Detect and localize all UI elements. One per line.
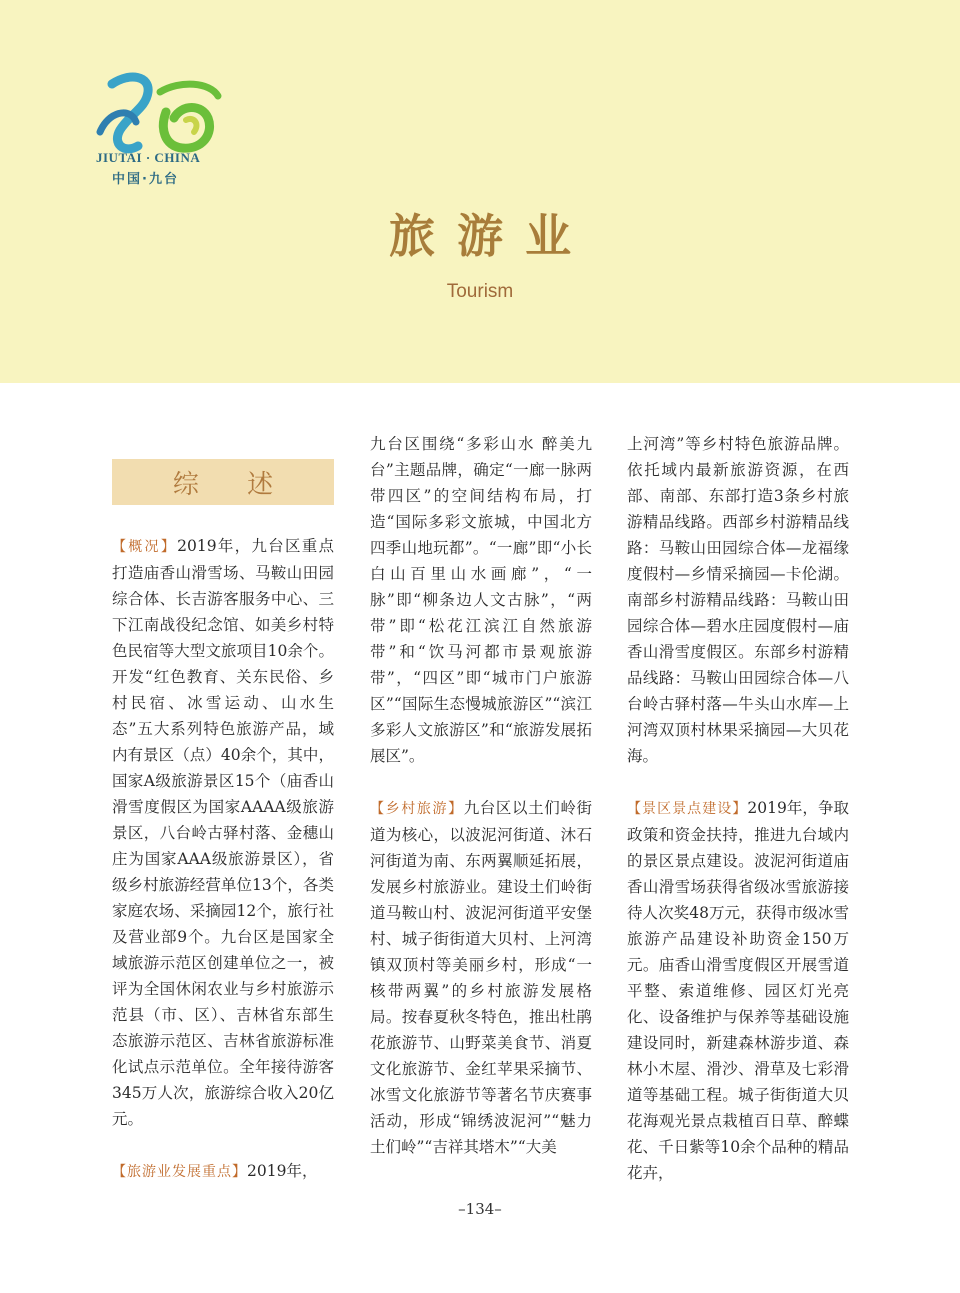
paragraph-development-focus (112, 1158, 334, 1185)
text-column-2 (370, 431, 592, 1160)
section-heading-box (112, 459, 334, 505)
paragraph-rural-tourism-cont: 上河湾”等乡村特色旅游品牌。依托域内最新旅游资源，在西部、南部、东部打造3条乡村旅游精品线路。西部乡村游精品线路：马鞍山田园综合体—龙福缘度假村—乡情采摘园—卡伦湖。南部乡村游精品线路：马鞍山田园综合体—碧水庄园度假村—庙香山滑雪度假区。东部乡村游精品线路：马鞍山田园综合体—八台岭古驿村落—牛头山水库—上河湾双顶村林果采摘园—大贝花海。 (627, 435, 849, 765)
paragraph-overview (112, 533, 334, 1132)
logo-chinese-text: 中国·九台 (112, 172, 179, 187)
logo-english-text: JIUTAI · CHINA (96, 150, 201, 165)
page-number: –134– (458, 1200, 502, 1218)
paragraph-text: 九台区以土们岭街道为核心，以波泥河街道、沐石河街道为南、东两翼顺延拓展，发展乡村旅游业。建设土们岭街道马鞍山村、波泥河街道平安堡村、城子街街道大贝村、上河湾镇双顶村等美丽乡村，形成“一核带两翼”的乡村旅游发展格局。按春夏秋冬特色，推出杜鹃花旅游节、山野菜美食节、消夏文化旅游节、金红苹果采摘节、冰雪文化旅游节等著名节庆赛事活动，形成“锦绣波泥河”“魅力土们岭”“吉祥其塔木”“大美 (370, 799, 592, 1156)
paragraph-tag-development-focus: 【旅游业发展重点】 (112, 1164, 247, 1180)
paragraph-rural-tourism (370, 795, 592, 1160)
text-column-1 (112, 533, 334, 1185)
page-subtitle: Tourism (446, 281, 514, 302)
paragraph-tag-scenic-construction: 【景区景点建设】 (627, 801, 748, 817)
section-heading: 综 述 (172, 469, 294, 500)
paragraph-text: 2019年， (247, 1162, 318, 1180)
paragraph-tag-rural-tourism: 【乡村旅游】 (370, 801, 464, 817)
paragraph-text: 2019年，九台区重点打造庙香山滑雪场、马鞍山田园综合体、长吉游客服务中心、三下江南战役纪念馆、如美乡村特色民宿等大型文旅项目10余个。开发“红色教育、关东民俗、乡村民宿、冰雪运动、山水生态”五大系列特色旅游产品，域内有景区（点）40余个，其中，国家A级旅游景区15个（庙香山滑雪度假区为国家AAAA级旅游景区，八台岭古驿村落、金穗山庄为国家AAA级旅游景区），省级乡村旅游经营单位13个，各类家庭农场、采摘园12个，旅行社及营业部9个。九台区是国家全域旅游示范区创建单位之一，被评为全国休闲农业与乡村旅游示范县（市、区）、吉林省东部生态旅游示范区、吉林省旅游标准化试点示范单位。全年接待游客345万人次，旅游综合收入20亿元。 (112, 537, 334, 1128)
header-banner (0, 0, 960, 383)
paragraph-development-focus-cont: 九台区围绕“多彩山水 醉美九台”主题品牌，确定“一廊一脉两带四区”的空间结构布局，打造“国际多彩文旅城，中国北方四季山地玩都”。“一廊”即“小长白山百里山水画廊”，“一脉”即“柳条边人文古脉”，“两带”即“松花江滨江自然旅游带”和“饮马河都市景观旅游带”，“四区”即“城市门户旅游区”“国际生态慢城旅游区”“滨江多彩人文旅游区”和“旅游发展拓展区”。 (370, 435, 592, 765)
text-column-3 (627, 431, 849, 1186)
paragraph-scenic-construction (627, 795, 849, 1186)
page-title: 旅游业 (389, 209, 593, 263)
paragraph-tag-overview: 【概况】 (112, 539, 178, 555)
paragraph-text: 2019年，争取政策和资金扶持，推进九台域内的景区景点建设。波泥河街道庙香山滑雪场获得省级冰雪旅游接待人次奖48万元，获得市级冰雪旅游产品建设补助资金150万元。庙香山滑雪度假区开展雪道平整、索道维修、园区灯光亮化、设备维护与保养等基础设施建设同时，新建森林游步道、森林小木屋、滑沙、滑草及七彩滑道等基础工程。城子街街道大贝花海观光景点栽植百日草、醉蝶花、千日紫等10余个品种的精品花卉， (627, 799, 850, 1182)
